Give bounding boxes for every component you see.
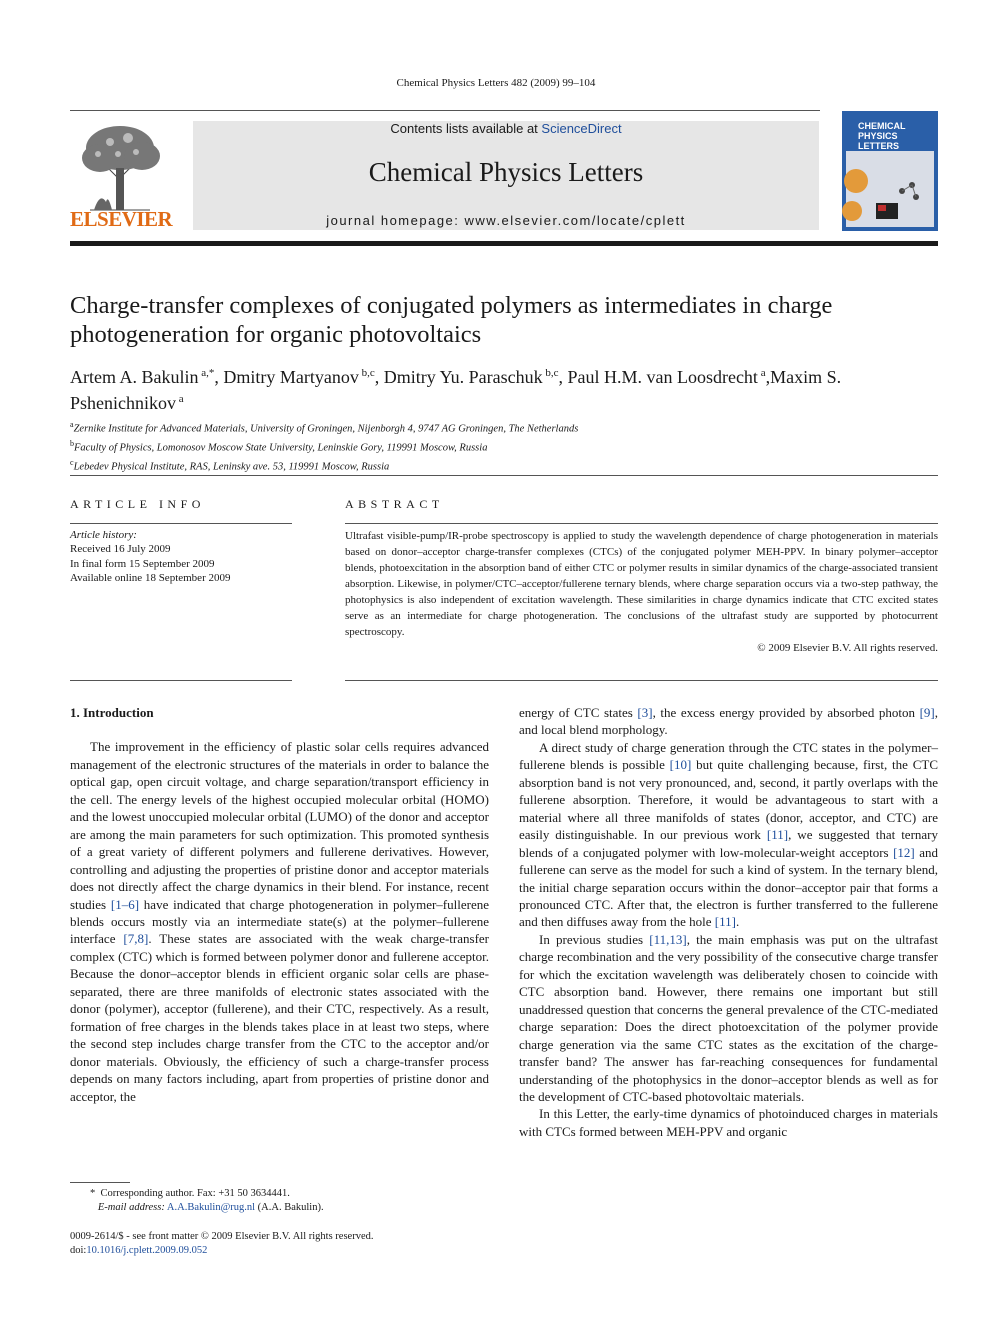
author-name[interactable]: Artem A. Bakulin (70, 367, 199, 387)
history-label: Article history: (70, 529, 137, 541)
paragraph (519, 1105, 938, 1140)
header-rule (70, 110, 820, 111)
author-separator: , (374, 367, 384, 387)
abstract-rule-top (345, 523, 938, 524)
email-link[interactable]: A.A.Bakulin@rug.nl (166, 1202, 256, 1213)
paragraph-text: , we suggested that ternary blends of a conjugated polymer with low-molecular-weight acceptors (519, 827, 939, 860)
doi-link[interactable]: 10.1016/j.cplett.2009.09.052 (86, 1245, 208, 1256)
contents-line (193, 121, 819, 136)
affiliation (70, 456, 938, 475)
paragraph-text: , the main emphasis was put on the ultrafast charge recombination and the very possibility of the consecutive charge transfer for which the excitation wavelength was deliberately chosen to coincide with CTC absorption band. However, there remains one important but still unaddressed question that concerns the general prevalence of the CTC-mediated charge separation: Does the direct photoexcitation of the polymer provide charge generation via the same CTC states as the excitation of the charge-transfer band? The answer has far-reaching consequences for fundamental understanding of the photophysics in the donor–acceptor blends as well as for the development of CTC-based photovoltaic materials. (519, 931, 938, 1104)
reference-link[interactable]: [9] (919, 705, 935, 720)
author-affiliation-mark: b,c (358, 367, 375, 379)
paragraph (519, 704, 938, 739)
paragraph-text: A direct study of charge generation through the CTC states in the polymer–fullerene blends is possible (519, 739, 938, 773)
author-list (70, 362, 938, 414)
article-history (70, 528, 292, 585)
paragraph-text: In this Letter, the early-time dynamics of photoinduced charges in materials with CTCs formed between MEH-PPV and organic (519, 1106, 938, 1139)
affiliation-text: Zernike Institute for Advanced Materials, University of Groningen, Nijenborgh 4, 9747 AG Groningen, The Netherlands (73, 423, 579, 435)
reference-link[interactable]: [1–6] (110, 896, 140, 912)
author-name[interactable]: Paul H.M. van Loosdrecht (567, 367, 758, 387)
info-rule-bottom (70, 680, 292, 681)
abstract-heading: ABSTRACT (345, 497, 444, 511)
footnote-rule (70, 1182, 130, 1183)
abstract-body (345, 528, 938, 656)
paragraph (70, 738, 489, 1105)
received-date: Received 16 July 2009 (70, 543, 171, 556)
reference-link[interactable]: [11] (766, 827, 789, 843)
author-separator: , (765, 367, 771, 387)
elsevier-logo[interactable] (70, 120, 173, 232)
footnote (70, 1187, 489, 1215)
paragraph-text: . (735, 914, 740, 930)
affiliation (70, 418, 938, 437)
elsevier-tree-icon (70, 120, 170, 212)
affiliation (70, 437, 938, 456)
elsevier-wordmark: ELSEVIER (70, 207, 173, 231)
paragraph-text: and fullerene can serve as the model for such a kind of system. In the ternary blend, the initial charge separation occurs within the donor–acceptor pair that forms a pronounced CTC. After that, the electron is further transferred to the fullerene and then diffuses away from the hole (519, 844, 939, 930)
reference-link[interactable]: [11] (714, 914, 736, 930)
paragraph-text: have indicated that charge photogeneration in polymer–fullerene blends occurs mostly via an intermediate state(s) at the polymer–fullerene interface (70, 896, 489, 947)
corresponding-author-note: * Corresponding author. Fax: +31 50 3634441. (90, 1188, 290, 1199)
affiliation-text: Lebedev Physical Institute, RAS, Leninsky ave. 53, 119991 Moscow, Russia (73, 461, 390, 473)
article-title: Charge-transfer complexes of conjugated polymers as intermediates in charge photogeneration for organic photovoltaics (70, 292, 833, 348)
paragraph (519, 739, 938, 931)
reference-link[interactable]: [10] (669, 757, 692, 773)
reference-link[interactable]: [12] (893, 844, 915, 860)
affiliation-mark: c (70, 458, 74, 467)
affiliation-text: Faculty of Physics, Lomonosov Moscow State University, Leninskie Gory, 119991 Moscow, Russia (74, 442, 488, 454)
paragraph-text: The improvement in the efficiency of plastic solar cells requires advanced management of the electronic structures of the materials in order to balance the optical gap, open circuit voltage, and charge separation/transport efficiency in the cell. The energy levels of the highest occupied molecular orbital (HOMO) and the lowest unoccupied molecular orbital (LUMO) of the donor and acceptor are among the main parameters for such optimization. This promoted synthesis of a great variety of different polymers and fullerene derivatives. However, controlling and adjusting the properties of pristine donor and acceptor materials does not directly affect the charge dynamics in their blend. For instance, recent studies (70, 739, 489, 912)
online-date: Available online 18 September 2009 (70, 571, 231, 584)
paragraph-text: In previous studies (539, 931, 650, 947)
body-column-right (519, 704, 938, 1140)
issn-doi (70, 1230, 489, 1258)
email-note: E-mail address: A.A.Bakulin@rug.nl (A.A. Bakulin). (97, 1202, 324, 1213)
doi-line: doi:10.1016/j.cplett.2009.09.052 (70, 1245, 208, 1256)
body-column-left (70, 704, 489, 1105)
author-affiliation-mark: b,c (542, 367, 559, 379)
paragraph-text: energy of CTC states (519, 705, 638, 720)
paragraph-text: , the excess energy provided by absorbed photon (652, 705, 920, 720)
cover-title: CHEMICAL PHYSICS LETTERS (858, 121, 906, 151)
reference-link[interactable]: [11,13] (649, 931, 687, 947)
author-separator: , (558, 367, 568, 387)
sciencedirect-link[interactable]: ScienceDirect (541, 121, 622, 136)
author-separator: , (214, 367, 224, 387)
paragraph (519, 931, 938, 1106)
affiliation-mark: b (70, 439, 74, 448)
affiliation-list (70, 418, 938, 475)
contents-prefix: Contents lists available at (390, 121, 542, 136)
journal-homepage[interactable]: journal homepage: www.elsevier.com/locate/cplett (326, 213, 686, 228)
section-heading: 1. Introduction (70, 705, 154, 720)
info-rule-top (70, 523, 292, 524)
article-info-heading: ARTICLE INFO (70, 497, 205, 511)
journal-citation: Chemical Physics Letters 482 (2009) 99–104 (396, 77, 596, 89)
abstract-text: Ultrafast visible-pump/IR-probe spectroscopy is applied to study the wavelength dependence of charge photogeneration in materials based on donor–acceptor charge-transfer complexes (CTCs) of the conjugated polymer MEH-PPV. In binary polymer–acceptor blends, photoexcitation in the absorption band of either CTC or polymer results in similar dynamics of the charge-associated transient absorption. Likewise, in polymer/CTC–acceptor/fullerene ternary blends, where charge separation occurs via a two-step pathway, the photophysics is also independent of excitation wavelength. These similarities in charge dynamics indicate that CTC excited states serve as an intermediate for charge photogeneration. The conclusions of the ultrafast study are supported by photocurrent spectroscopy. (345, 530, 938, 638)
journal-masthead (193, 121, 819, 230)
issn-line: 0009-2614/$ - see front matter © 2009 Elsevier B.V. All rights reserved. (70, 1231, 374, 1242)
paragraph-text: but quite challenging because, first, the CTC absorption band is not very pronounced, and, second, it partly overlaps with the fullerene absorption. Therefore, it would be advantageous to start with a material where all three manifolds of states (donor, acceptor, and CTC) are easily distinguishable. In our previous work (519, 757, 938, 843)
final-form-date: In final form 15 September 2009 (70, 557, 215, 570)
section-rule (70, 475, 938, 476)
author-affiliation-mark: a (176, 393, 184, 405)
author-name[interactable]: Dmitry Yu. Paraschuk (383, 367, 543, 387)
author-name[interactable]: Maxim S. Pshenichnikov (70, 367, 842, 413)
masthead-rule (70, 241, 938, 246)
copyright: © 2009 Elsevier B.V. All rights reserved. (757, 642, 938, 654)
journal-title: Chemical Physics Letters (368, 157, 644, 187)
paragraph-text: , and local blend morphology. (519, 705, 938, 738)
paragraph-text: . These states are associated with the weak charge-transfer complex (CTC) which is formed between polymer donor and fullerene acceptor. Because the donor–acceptor blends in efficient organic solar cells are phase-separated, there are three manifolds of electronic states associated with the donor (polymer), acceptor (fullerene), and their CTC, respectively. As a result, formation of free charges in the blends takes place in at least two steps, where the second step includes charge transfer from the CTC to the acceptor and/or donor materials. Obviously, the efficiency of such a charge-transfer process depends on many factors including, apart from properties of pristine donor and acceptor, the (70, 931, 489, 1104)
reference-link[interactable]: [3] (637, 705, 653, 720)
author-affiliation-mark: a,* (198, 367, 215, 379)
journal-cover[interactable] (842, 111, 938, 231)
abstract-rule-bottom (345, 680, 938, 681)
author-name[interactable]: Dmitry Martyanov (223, 367, 359, 387)
affiliation-mark: a (70, 420, 74, 429)
reference-link[interactable]: [7,8] (123, 931, 149, 947)
author-affiliation-mark: a (757, 367, 766, 379)
